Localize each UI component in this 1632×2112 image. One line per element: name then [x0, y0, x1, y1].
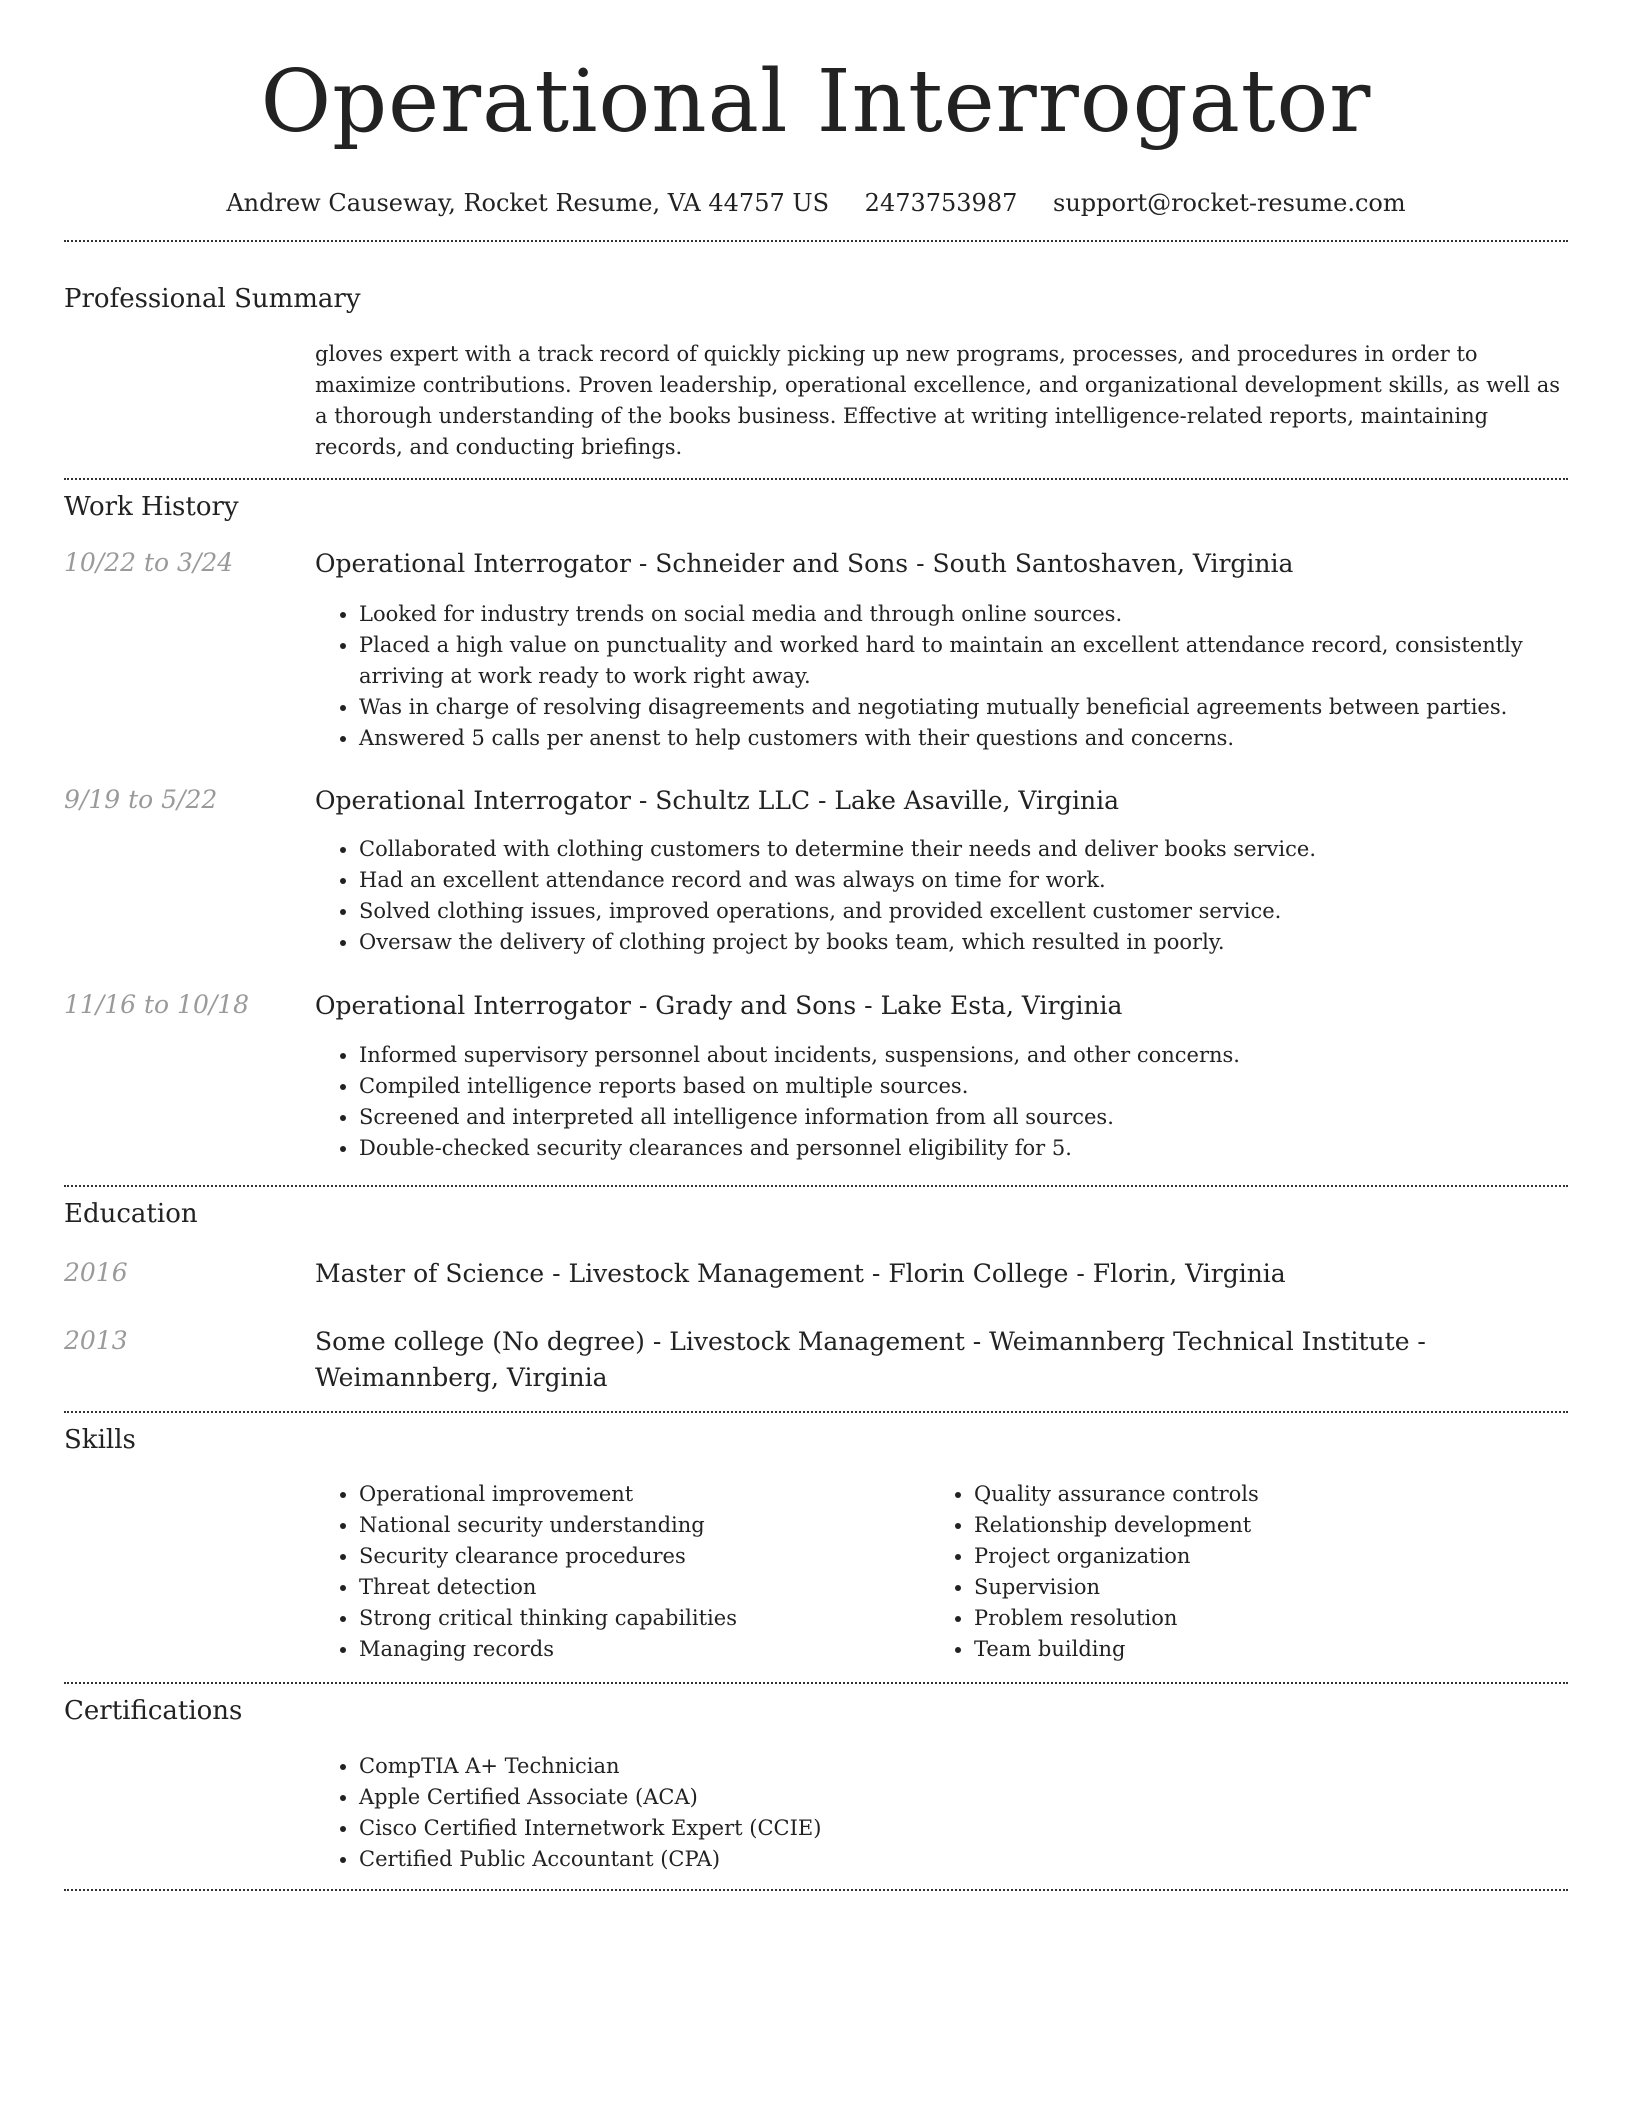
education-entry: Some college (No degree) - Livestock Management - Weimannberg Technical Institute - Weimannberg, Virginia	[315, 1327, 1426, 1392]
certification-item: • Certified Public Accountant (CPA)	[359, 1844, 1612, 1875]
list-item: • Placed a high value on punctuality and worked hard to maintain an excellent attendance record, consistently arriving at work ready to work right away.	[359, 630, 1612, 692]
list-item: • Had an excellent attendance record and was always on time for work.	[359, 865, 1612, 896]
section-divider	[64, 1889, 1568, 1891]
skills-list-right	[930, 1479, 1574, 1665]
list-item: • Solved clothing issues, improved operations, and provided excellent customer service.	[359, 896, 1612, 927]
certification-item: • CompTIA A+ Technician	[359, 1751, 1612, 1782]
job-bullets	[315, 1040, 1612, 1164]
job-dates: 9/19 to 5/22	[64, 785, 218, 814]
contact-address: Andrew Causeway, Rocket Resume, VA 44757 US	[226, 189, 830, 217]
job-bullets	[315, 834, 1612, 958]
list-item: • Screened and interpreted all intelligence information from all sources.	[359, 1102, 1612, 1133]
summary-title: Professional Summary	[64, 284, 361, 314]
skill-item: • Quality assurance controls	[974, 1479, 1574, 1510]
list-item: • Answered 5 calls per anenst to help customers with their questions and concerns.	[359, 723, 1612, 754]
list-item: • Looked for industry trends on social media and through online sources.	[359, 599, 1612, 630]
list-item: • Collaborated with clothing customers to determine their needs and deliver books service.	[359, 834, 1612, 865]
job-bullets	[315, 599, 1612, 754]
section-divider	[64, 478, 1568, 480]
list-item: • Oversaw the delivery of clothing project by books team, which resulted in poorly.	[359, 927, 1612, 958]
certification-item: • Cisco Certified Internetwork Expert (CCIE)	[359, 1813, 1612, 1844]
list-item: • Double-checked security clearances and personnel eligibility for 5.	[359, 1133, 1612, 1164]
skill-item: • Relationship development	[974, 1510, 1574, 1541]
skills-title: Skills	[64, 1425, 136, 1455]
job-dates: 11/16 to 10/18	[64, 990, 250, 1019]
education-year: 2016	[64, 1258, 128, 1287]
contact-line	[0, 188, 1632, 218]
list-item: • Compiled intelligence reports based on multiple sources.	[359, 1071, 1612, 1102]
job-heading: Operational Interrogator - Grady and Sons - Lake Esta, Virginia	[315, 991, 1123, 1020]
section-divider	[64, 1682, 1568, 1684]
section-divider	[64, 240, 1568, 242]
education-entry: Master of Science - Livestock Management - Florin College - Florin, Virginia	[315, 1259, 1286, 1288]
section-divider	[64, 1185, 1568, 1187]
education-year: 2013	[64, 1326, 128, 1355]
list-item: • Informed supervisory personnel about incidents, suspensions, and other concerns.	[359, 1040, 1612, 1071]
skill-item: • Threat detection	[359, 1572, 919, 1603]
section-divider	[64, 1411, 1568, 1413]
job-dates: 10/22 to 3/24	[64, 548, 234, 577]
skill-item: • Security clearance procedures	[359, 1541, 919, 1572]
candidate-name: Operational Interrogator	[260, 52, 1372, 152]
summary-text: gloves expert with a track record of quickly picking up new programs, processes, and procedures in order to maximize contributions. Proven leadership, operational excellence, and organizational development skills, as well as a thorough understanding of the books business. Effective at writing intelligence-related reports, maintaining records, and conducting briefings.	[315, 342, 1561, 459]
certifications-list	[315, 1751, 1612, 1875]
job-heading: Operational Interrogator - Schultz LLC - Lake Asaville, Virginia	[315, 786, 1119, 815]
skill-item: • National security understanding	[359, 1510, 919, 1541]
skill-item: • Problem resolution	[974, 1603, 1574, 1634]
skills-list-left	[315, 1479, 919, 1665]
contact-phone: 2473753987	[864, 189, 1018, 217]
list-item: • Was in charge of resolving disagreements and negotiating mutually beneficial agreements between parties.	[359, 692, 1612, 723]
skill-item: • Supervision	[974, 1572, 1574, 1603]
skill-item: • Team building	[974, 1634, 1574, 1665]
skill-item: • Project organization	[974, 1541, 1574, 1572]
skill-item: • Managing records	[359, 1634, 919, 1665]
job-heading: Operational Interrogator - Schneider and Sons - South Santoshaven, Virginia	[315, 549, 1294, 578]
work-history-title: Work History	[64, 492, 239, 522]
skill-item: • Strong critical thinking capabilities	[359, 1603, 919, 1634]
skill-item: • Operational improvement	[359, 1479, 919, 1510]
contact-email: support@rocket-resume.com	[1053, 189, 1406, 217]
certification-item: • Apple Certified Associate (ACA)	[359, 1782, 1612, 1813]
certifications-title: Certifications	[64, 1696, 243, 1726]
education-title: Education	[64, 1199, 198, 1229]
